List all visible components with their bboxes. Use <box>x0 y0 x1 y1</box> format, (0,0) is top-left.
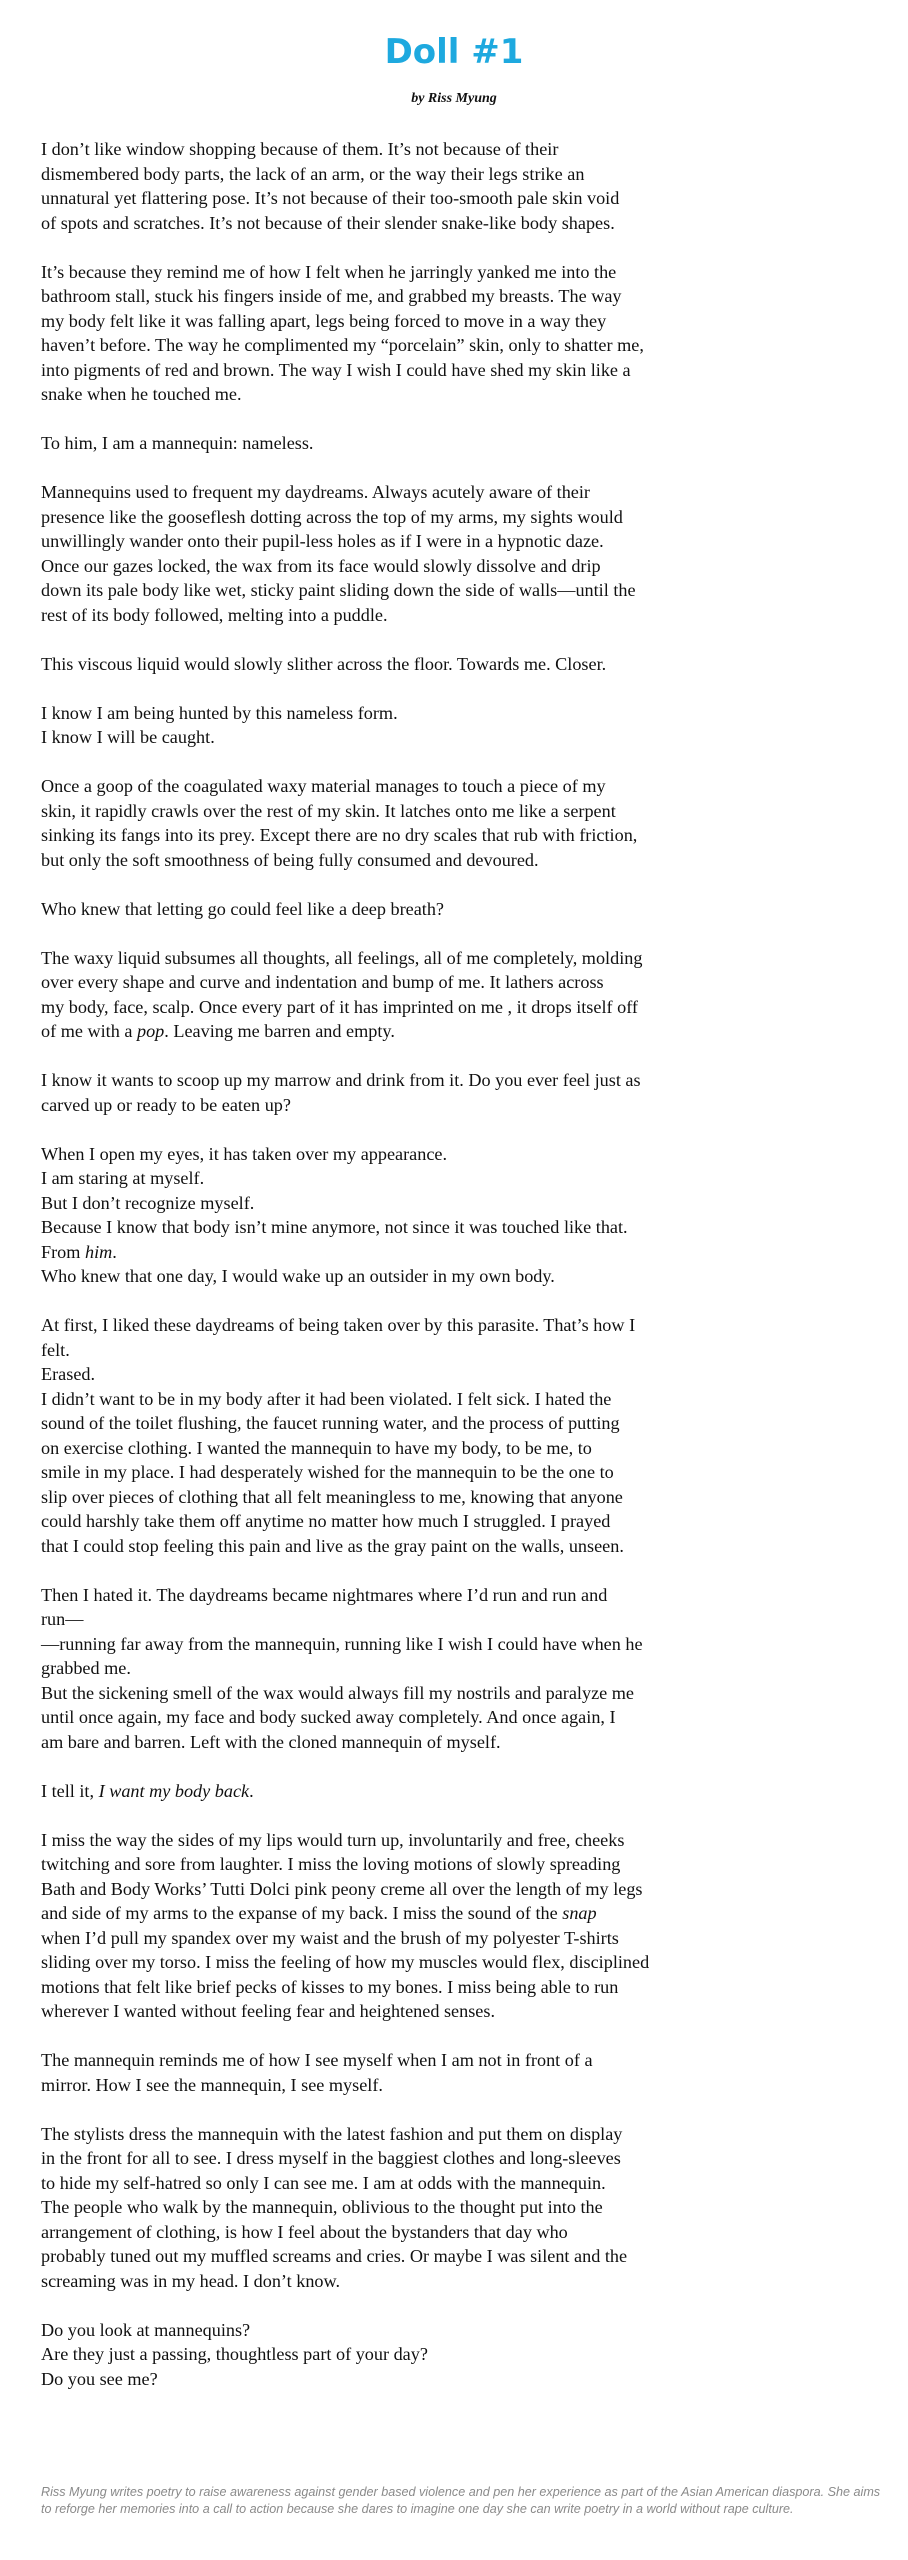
paragraph-15-tail: when I’d pull my spandex over my waist and the brush of my polyester T-shirts sliding over my torso. I miss the feeling of how my muscles would flex, disciplined motions that felt like brief pecks of kisses to my bones. I miss being able to run wherever I wanted without feeling fear and heightened senses. <box>41 1927 650 2021</box>
paragraph-9-emphasis: pop <box>136 1021 165 1041</box>
paragraph-15 <box>41 1828 761 2024</box>
paragraph-9-tail: . Leaving me barren and empty. <box>164 1021 395 1041</box>
page-title: Doll #1 <box>384 32 524 72</box>
paragraph-16: The mannequin reminds me of how I see myself when I am not in front of a mirror. How I see the mannequin, I see myself. <box>41 2050 593 2095</box>
poem-body <box>41 137 761 2416</box>
paragraph-4: Mannequins used to frequent my daydreams. Always acutely aware of their presence like the gooseflesh dotting across the top of my arms, my sights would unwillingly wander onto their pupil-less holes as if I were in a hypnotic daze. Once our gazes locked, the wax from its face would slowly dissolve and drip down its pale body like wet, sticky paint sliding down the side of walls—until the rest of its body followed, melting into a puddle. <box>41 482 636 625</box>
paragraph-14-tail: . <box>249 1780 254 1801</box>
paragraph-15-text: I miss the way the sides of my lips would turn up, involuntarily and free, cheeks twitching and sore from laughter. I miss the loving motions of slowly spreading Bath and Body Works’ Tutti Dolci pink peony creme all over the length of my legs and side of my arms to the expanse of my back. I miss the sound of the <box>41 1829 643 1923</box>
paragraph-2: It’s because they remind me of how I felt when he jarringly yanked me into the bathroom stall, stuck his fingers inside of me, and grabbed my breasts. The way my body felt like it was falling apart, legs being forced to move in a way they haven’t before. The way he complimented my “porcelain” skin, only to shatter me, into pigments of red and brown. The way I wish I could have shed my skin like a snake when he touched me. <box>41 261 644 404</box>
paragraph-10: I know it wants to scoop up my marrow and drink from it. Do you ever feel just as carved up or ready to be eaten up? <box>41 1070 641 1115</box>
paragraph-13: Then I hated it. The daydreams became nightmares where I’d run and run and run— —running far away from the mannequin, running like I wish I could have when he grabbed me. But the sickening smell of the wax would always fill my nostrils and paralyze me until once again, my face and body sucked away completely. And once again, I am bare and barren. Left with the cloned mannequin of myself. <box>41 1584 643 1752</box>
paragraph-14-emphasis: I want my body back <box>98 1780 250 1801</box>
paragraph-14 <box>41 1779 761 1804</box>
paragraph-12: At first, I liked these daydreams of being taken over by this parasite. That’s how I felt. Erased. I didn’t want to be in my body after it had been violated. I felt sick. I hated the sound of the toilet flushing, the faucet running water, and the process of putting on exercise clothing. I wanted the mannequin to have my body, to be me, to smile in my place. I had desperately wished for the mannequin to be the one to slip over pieces of clothing that all felt meaningless to me, knowing that anyone could harshly take them off anytime no matter how much I struggled. I prayed that I could stop feeling this pain and live as the gray paint on the walls, unseen. <box>41 1315 636 1556</box>
paragraph-9 <box>41 946 761 1044</box>
paragraph-17: The stylists dress the mannequin with the latest fashion and put them on display in the front for all to see. I dress myself in the baggiest clothes and long-sleeves to hide my self-hatred so only I can see me. I am at odds with the mannequin. The people who walk by the mannequin, oblivious to the thought put into the arrangement of clothing, is how I feel about the bystanders that day who probably tuned out my muffled screams and cries. Or maybe I was silent and the screaming was in my head. I don’t know. <box>41 2123 628 2291</box>
paragraph-11-emphasis: him <box>84 1241 113 1262</box>
paragraph-5: This viscous liquid would slowly slither across the floor. Towards me. Closer. <box>41 653 607 674</box>
paragraph-1: I don’t like window shopping because of them. It’s not because of their dismembered body parts, the lack of an arm, or the way their legs strike an unnatural yet flattering pose. It’s not because of their too-smooth pale skin void of spots and scratches. It’s not because of their slender snake-like body shapes. <box>41 139 620 233</box>
author-byline: by Riss Myung <box>411 91 497 106</box>
paragraph-7: Once a goop of the coagulated waxy material manages to touch a piece of my skin, it rapidly crawls over the rest of my skin. It latches onto me like a serpent sinking its fangs into its prey. Except there are no dry scales that rub with friction, but only the soft smoothness of being fully consumed and devoured. <box>41 776 638 870</box>
paragraph-8: Who knew that letting go could feel like a deep breath? <box>41 898 445 919</box>
paragraph-14-text: I tell it, <box>41 1780 99 1801</box>
paragraph-3: To him, I am a mannequin: nameless. <box>41 433 314 453</box>
paragraph-11-text: When I open my eyes, it has taken over my appearance. I am staring at myself. But I don’t recognize myself. Because I know that body isn’t mine anymore, not since it was touched like that. From <box>41 1143 628 1262</box>
author-bio: Riss Myung writes poetry to raise awareness against gender based violence and pen her experience as part of the Asian American diaspora. She aims to reforge her memories into a call to action because she dares to imagine one day she can write poetry in a world without rape culture. <box>41 2485 881 2516</box>
paragraph-18: Do you look at mannequins? Are they just a passing, thoughtless part of your day? Do you see me? <box>41 2319 428 2389</box>
paragraph-11 <box>41 1142 761 1289</box>
paragraph-11-tail: . Who knew that one day, I would wake up an outsider in my own body. <box>41 1241 555 1286</box>
paragraph-15-emphasis: snap <box>562 1903 597 1923</box>
paragraph-9-text: The waxy liquid subsumes all thoughts, all feelings, all of me completely, molding over every shape and curve and indentation and bump of me. It lathers across my body, face, scalp. Once every part of it has imprinted on me , it drops itself off of me with a <box>41 947 643 1041</box>
paragraph-6: I know I am being hunted by this nameless form. I know I will be caught. <box>41 702 398 747</box>
